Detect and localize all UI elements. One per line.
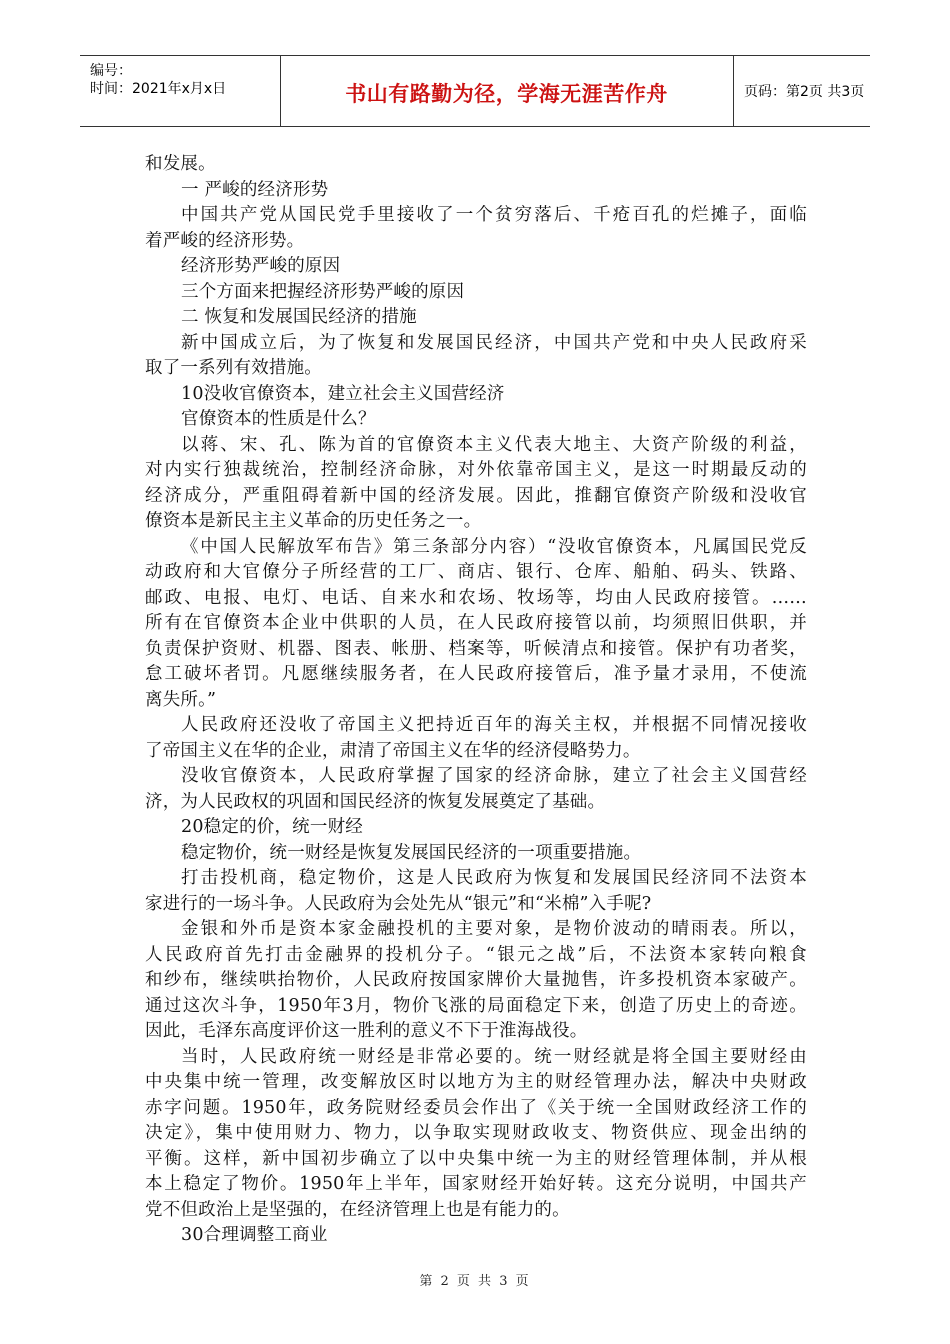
text-line: 平衡。这样，新中国初步确立了以中央集中统一为主的财经管理体制，并从根: [145, 1148, 807, 1169]
text-line: 中国共产党从国民党手里接收了一个贫穷落后、千疮百孔的烂摊子，面临: [181, 205, 807, 225]
text-line: 负责保护资财、机器、图表、帐册、档案等，听候清点和接管。保护有功者奖，: [145, 638, 807, 659]
text-line: 二 恢复和发展国民经济的措施: [181, 307, 417, 327]
text-line: 对内实行独裁统治，控制经济命脉，对外依靠帝国主义，是这一时期最反动的: [145, 460, 807, 480]
text-line: 三个方面来把握经济形势严峻的原因: [181, 281, 465, 302]
text-line: 一 严峻的经济形势: [181, 179, 329, 200]
text-line: 赤字问题。1950年，政务院财经委员会作出了《关于统一全国财政经济工作的: [145, 1097, 807, 1118]
document-body: [145, 152, 807, 1249]
text-line: 《中国人民解放军布告》第三条部分内容）“没收官僚资本，凡属国民党反: [181, 536, 807, 557]
header-motto-cell: [280, 56, 734, 126]
text-line: 以蒋、宋、孔、陈为首的官僚资本主义代表大地主、大资产阶级的利益，: [181, 434, 807, 455]
text-line: 30合理调整工商业: [181, 1225, 328, 1245]
text-line: 没收官僚资本，人民政府掌握了国家的经济命脉，建立了社会主义国营经: [181, 766, 807, 786]
text-line: 了帝国主义在华的企业，肃清了帝国主义在华的经济侵略势力。: [145, 740, 641, 761]
text-line: 打击投机商，稳定物价，这是人民政府为恢复和发展国民经济同不法资本: [181, 868, 807, 888]
text-line: 20稳定的价，统一财经: [181, 817, 363, 837]
header-page-info: 页码：第2页 共3页: [744, 84, 865, 100]
text-line: 决定》，集中使用财力、物力，以争取实现财政收支、物资供应、现金出纳的: [145, 1123, 807, 1143]
text-line: 10没收官僚资本，建立社会主义国营经济: [181, 383, 505, 404]
text-line: 济，为人民政权的巩固和国民经济的恢复发展奠定了基础。: [145, 791, 606, 812]
text-line: 人民政府还没收了帝国主义把持近百年的海关主权，并根据不同情况接收: [181, 715, 807, 735]
page-footer: 第 2 页 共 3 页: [419, 1274, 531, 1289]
text-line: 因此，毛泽东高度评价这一胜利的意义不下于淮海战役。: [145, 1021, 588, 1041]
text-line: 取了一系列有效措施。: [145, 358, 322, 378]
text-line: 中央集中统一管理，改变解放区时以地方为主的财经管理办法，解决中央财政: [145, 1072, 807, 1092]
document-number-label: 编号：: [90, 63, 132, 79]
text-line: 金银和外币是资本家金融投机的主要对象，是物价波动的晴雨表。所以，: [181, 919, 807, 939]
text-line: 通过这次斗争，1950年3月，物价飞涨的局面稳定下来，创造了历史上的奇迹。: [145, 995, 807, 1016]
text-line: 动政府和大官僚分子所经营的工厂、商店、银行、仓库、船舶、码头、铁路、: [145, 562, 807, 582]
text-line: 离失所。”: [145, 689, 217, 710]
text-line: 着严峻的经济形势。: [145, 230, 305, 251]
header-motto: 书山有路勤为径，学海无涯苦作舟: [345, 82, 668, 106]
text-line: 邮政、电报、电灯、电话、自来水和农场、牧场等，均由人民政府接管。……: [145, 587, 807, 608]
document-time-label: 时间：2021年x月x日: [90, 81, 227, 97]
text-line: 当时，人民政府统一财经是非常必要的。统一财经就是将全国主要财经由: [181, 1046, 807, 1067]
text-line: 和纱布，继续哄抬物价，人民政府按国家牌价大量抛售，许多投机资本家破产。: [145, 970, 807, 990]
text-line: 官僚资本的性质是什么？: [181, 409, 376, 429]
text-line: 怠工破坏者罚。凡愿继续服务者，在人民政府接管后，准予量才录用，不使流: [145, 664, 807, 684]
page-header: [80, 55, 870, 127]
text-line: 所有在官僚资本企业中供职的人员，在人民政府接管以前，均须照旧供职，并: [145, 613, 807, 633]
text-line: 家进行的一场斗争。人民政府为会处先从“银元”和“米棉”入手呢?: [145, 893, 652, 914]
text-line: 经济成分，严重阻碍着新中国的经济发展。因此，推翻官僚资产阶级和没收官: [145, 485, 807, 506]
text-line: 僚资本是新民主主义革命的历史任务之一。: [145, 511, 482, 531]
header-page-cell: [734, 56, 870, 126]
text-line: 人民政府首先打击金融界的投机分子。“银元之战”后，不法资本家转向粮食: [145, 944, 807, 965]
header-info-cell: [80, 56, 281, 126]
text-line: 本上稳定了物价。1950年上半年，国家财经开始好转。这充分说明，中国共产: [145, 1174, 807, 1194]
text-line: 新中国成立后，为了恢复和发展国民经济，中国共产党和中央人民政府采: [181, 332, 807, 353]
text-line: 党不但政治上是坚强的，在经济管理上也是有能力的。: [145, 1199, 570, 1220]
text-line: 经济形势严峻的原因: [181, 256, 341, 276]
text-line: 和发展。: [145, 154, 216, 174]
text-line: 稳定物价，统一财经是恢复发展国民经济的一项重要措施。: [181, 842, 642, 863]
